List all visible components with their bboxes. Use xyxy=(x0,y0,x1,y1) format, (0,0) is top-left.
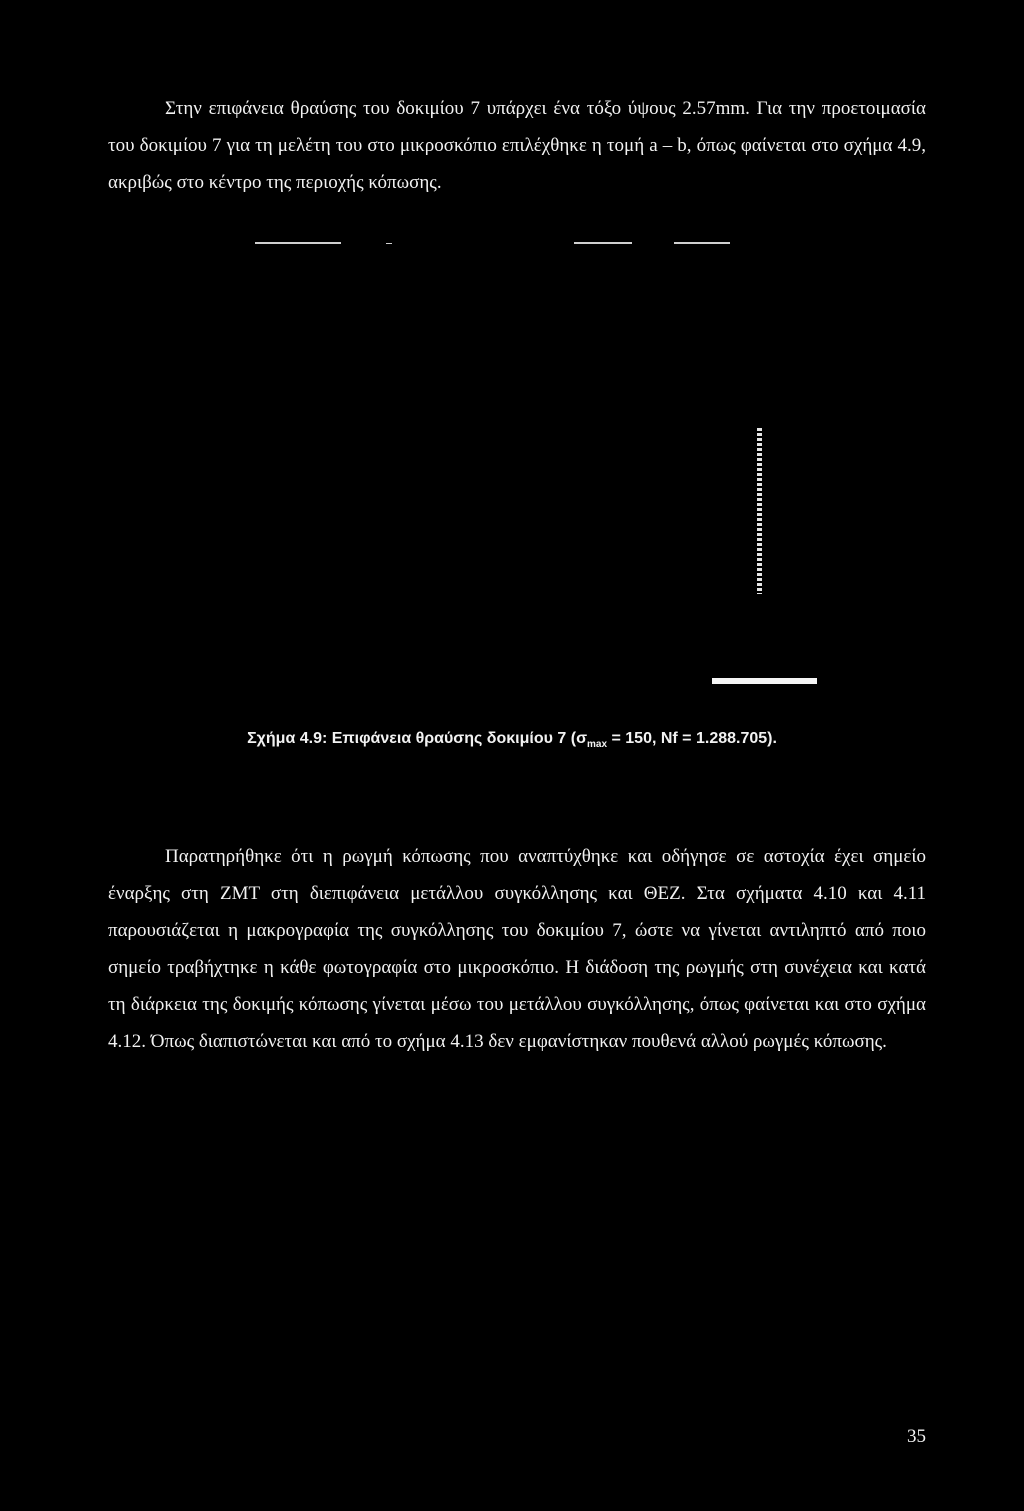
section-line-mark xyxy=(757,428,762,594)
figure-edge-mark xyxy=(574,242,632,244)
caption-suffix: = 150, Nf = 1.288.705). xyxy=(607,730,777,747)
fracture-surface-figure xyxy=(108,232,926,692)
figure-edge-mark xyxy=(674,242,730,244)
body-paragraph-2: Παρατηρήθηκε ότι η ρωγμή κόπωσης που αναπτύχθηκε και οδήγησε σε αστοχία έχει σημείο έναρξης στη ΖΜΤ στη διεπιφάνεια μετάλλου συγκόλλησης και ΘΕΖ. Στα σχήματα 4.10 και 4.11 παρουσιάζεται η μακρογραφία της συγκόλλησης του δοκιμίου 7, ώστε να γίνεται αντιληπτό από ποιο σημείο τραβήχτηκε η κάθε φωτογραφία στο μικροσκόπιο. Η διάδοση της ρωγμής στη συνέχεια και κατά τη διάρκεια της δοκιμής κόπωσης γίνεται μέσω του μετάλλου συγκόλλησης, όπως φαίνεται και στο σχήμα 4.12. Όπως διαπιστώνεται και από το σχήμα 4.13 δεν εμφανίστηκαν πουθενά αλλού ρωγμές κόπωσης. xyxy=(108,846,926,1052)
figure-edge-mark xyxy=(386,243,392,244)
caption-subscript: max xyxy=(587,739,608,751)
body-paragraph-1: Στην επιφάνεια θραύσης του δοκιμίου 7 υπάρχει ένα τόξο ύψους 2.57mm. Για την προετοιμασία του δοκιμίου 7 για τη μελέτη του στο μικροσκόπιο επιλέχθηκε η τομή a – b, όπως φαίνεται στο σχήμα 4.9, ακριβώς στο κέντρο της περιοχής κόπωσης. xyxy=(108,98,926,193)
figure-edge-mark xyxy=(255,242,341,244)
caption-prefix: Σχήμα 4.9: Επιφάνεια θραύσης δοκιμίου 7 (σ xyxy=(247,730,588,747)
page-number: 35 xyxy=(907,1426,926,1447)
scale-bar xyxy=(712,678,817,684)
figure-caption xyxy=(0,730,1024,750)
